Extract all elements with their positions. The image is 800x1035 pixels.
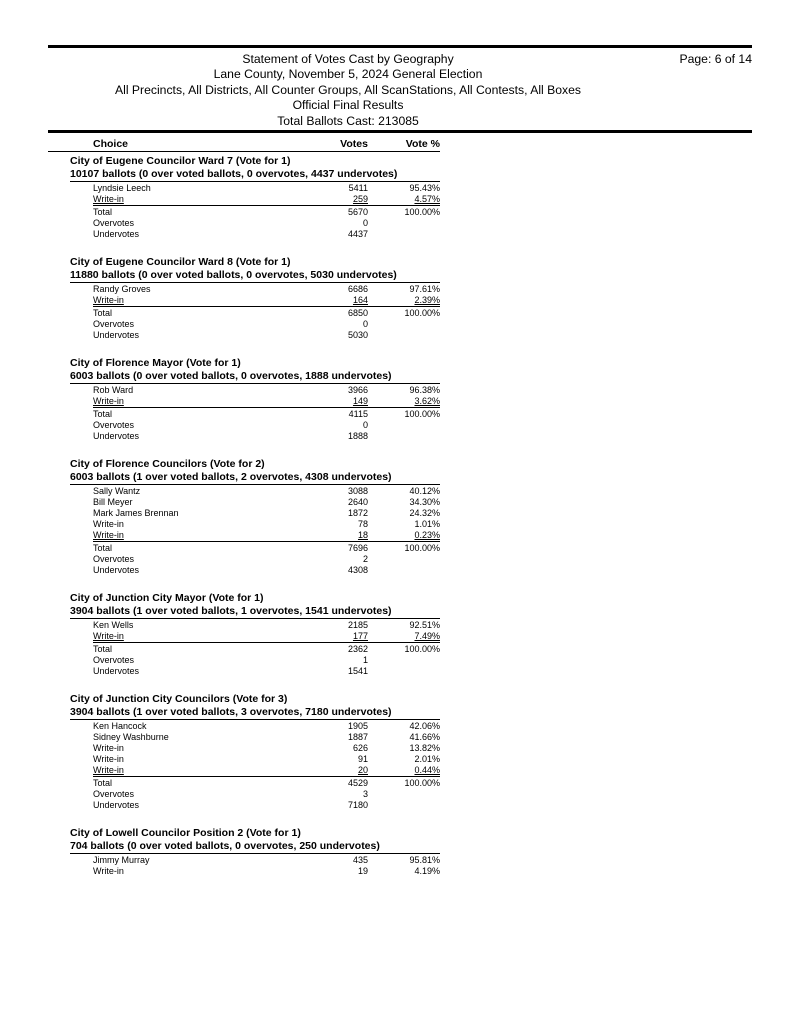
contest-spacer <box>70 576 450 589</box>
candidate-row-vote-percent: 13.82% <box>409 743 440 753</box>
total-ballots-cast: Total Ballots Cast: 213085 <box>277 113 419 128</box>
column-header-choice: Choice <box>93 138 129 150</box>
total-rule <box>93 306 440 307</box>
top-rule <box>48 45 752 48</box>
contest-title: City of Junction City Councilors (Vote for 3) <box>70 693 288 705</box>
contest-rows <box>70 485 450 576</box>
candidate-row-votes: 177 <box>352 631 368 641</box>
total-row-votes: 6850 <box>347 308 368 318</box>
candidate-row-name: Bill Meyer <box>93 497 133 507</box>
overvotes-row-votes: 3 <box>362 789 368 799</box>
overvotes-row <box>70 319 450 330</box>
total-row-votes: 4115 <box>348 409 368 419</box>
contest-ballot-summary: 704 ballots (0 over voted ballots, 0 overvotes, 250 undervotes) <box>70 840 440 854</box>
total-row-name: Total <box>93 409 113 419</box>
total-row-votes: 2362 <box>347 644 368 654</box>
candidate-row-votes: 3088 <box>347 486 368 496</box>
total-row <box>70 308 450 319</box>
overvotes-row <box>70 789 450 800</box>
candidate-row <box>70 194 450 205</box>
undervotes-row-name: Undervotes <box>93 431 140 441</box>
overvotes-row <box>70 554 450 565</box>
candidate-row <box>70 743 450 754</box>
total-row <box>70 409 450 420</box>
total-row <box>70 778 450 789</box>
candidate-row-vote-percent: 2.39% <box>414 295 440 305</box>
candidate-row-name: Lyndsie Leech <box>93 183 151 193</box>
total-row-name: Total <box>93 543 113 553</box>
candidate-row-vote-percent: 97.61% <box>409 284 440 294</box>
candidate-row-votes: 259 <box>352 194 368 204</box>
candidate-row-vote-percent: 95.81% <box>409 855 440 865</box>
contest-ballot-summary: 10107 ballots (0 over voted ballots, 0 overvotes, 4437 undervotes) <box>70 168 440 182</box>
candidate-row <box>70 530 450 541</box>
overvotes-row-name: Overvotes <box>93 655 135 665</box>
total-rule <box>93 776 440 777</box>
overvotes-row-name: Overvotes <box>93 789 135 799</box>
candidate-row-votes: 435 <box>352 855 368 865</box>
contest-title: City of Lowell Councilor Position 2 (Vote for 1) <box>70 827 301 839</box>
overvotes-row <box>70 420 450 431</box>
contest-title: City of Eugene Councilor Ward 7 (Vote for 1) <box>70 155 291 167</box>
overvotes-row-name: Overvotes <box>93 554 135 564</box>
total-row <box>70 543 450 554</box>
total-row-votes: 7696 <box>347 543 368 553</box>
candidate-row-name: Write-in <box>93 631 124 641</box>
candidate-row-votes: 18 <box>357 530 368 540</box>
candidate-row-votes: 626 <box>352 743 368 753</box>
undervotes-row <box>70 431 450 442</box>
contest-ballot-summary: 6003 ballots (1 over voted ballots, 2 overvotes, 4308 undervotes) <box>70 471 440 485</box>
total-row-vote-percent: 100.00% <box>404 207 440 217</box>
overvotes-row-votes: 1 <box>362 655 368 665</box>
candidate-row-votes: 1872 <box>347 508 368 518</box>
overvotes-row-name: Overvotes <box>93 319 135 329</box>
undervotes-row-name: Undervotes <box>93 565 140 575</box>
contest-ballot-summary: 3904 ballots (1 over voted ballots, 1 overvotes, 1541 undervotes) <box>70 605 440 619</box>
candidate-row-vote-percent: 41.66% <box>409 732 440 742</box>
candidate-row-vote-percent: 34.30% <box>409 497 440 507</box>
candidate-row <box>70 396 450 407</box>
candidate-row <box>70 519 450 530</box>
overvotes-row-votes: 0 <box>362 420 368 430</box>
candidate-row-name: Write-in <box>93 519 124 529</box>
candidate-row-name: Write-in <box>93 743 124 753</box>
candidate-row-vote-percent: 3.62% <box>414 396 440 406</box>
total-row <box>70 207 450 218</box>
contest-rows <box>70 182 450 240</box>
total-row-vote-percent: 100.00% <box>404 543 440 553</box>
undervotes-row <box>70 330 450 341</box>
candidate-row-votes: 149 <box>352 396 368 406</box>
candidate-row-vote-percent: 2.01% <box>414 754 440 764</box>
total-row-vote-percent: 100.00% <box>404 644 440 654</box>
contest-rows <box>70 283 450 341</box>
contest-rows <box>70 854 450 877</box>
undervotes-row-votes: 4437 <box>347 229 368 239</box>
candidate-row <box>70 855 450 866</box>
candidate-row-votes: 19 <box>357 866 368 876</box>
candidate-row-name: Jimmy Murray <box>93 855 150 865</box>
total-rule <box>93 407 440 408</box>
undervotes-row <box>70 666 450 677</box>
total-row <box>70 644 450 655</box>
report-title: Statement of Votes Cast by Geography <box>242 52 454 66</box>
candidate-row-name: Randy Groves <box>93 284 151 294</box>
contest-spacer <box>70 811 450 824</box>
contest-spacer <box>70 677 450 690</box>
contest-ballot-summary: 3904 ballots (1 over voted ballots, 3 overvotes, 7180 undervotes) <box>70 706 440 720</box>
total-row-vote-percent: 100.00% <box>404 778 440 788</box>
candidate-row-votes: 6686 <box>347 284 368 294</box>
total-rule <box>93 541 440 542</box>
total-rule <box>93 205 440 206</box>
candidate-row-vote-percent: 42.06% <box>409 721 440 731</box>
candidate-row-votes: 3966 <box>347 385 368 395</box>
candidate-row-vote-percent: 4.57% <box>414 194 440 204</box>
candidate-row-vote-percent: 96.38% <box>409 385 440 395</box>
total-row-votes: 4529 <box>347 778 368 788</box>
contest-rows <box>70 619 450 677</box>
total-row-votes: 5670 <box>347 207 368 217</box>
contest-title: City of Florence Mayor (Vote for 1) <box>70 357 241 369</box>
candidate-row-name: Write-in <box>93 194 124 204</box>
undervotes-row-name: Undervotes <box>93 800 140 810</box>
contest-spacer <box>70 341 450 354</box>
contest-title: City of Eugene Councilor Ward 8 (Vote for 1) <box>70 256 291 268</box>
total-row-name: Total <box>93 207 113 217</box>
candidate-row-vote-percent: 1.01% <box>414 519 440 529</box>
total-row-name: Total <box>93 644 113 654</box>
candidate-row <box>70 284 450 295</box>
candidate-row-vote-percent: 24.32% <box>409 508 440 518</box>
undervotes-row-votes: 1888 <box>347 431 368 441</box>
candidate-row <box>70 754 450 765</box>
candidate-row-votes: 1887 <box>347 732 368 742</box>
page-number: Page: 6 of 14 <box>679 52 752 66</box>
undervotes-row-name: Undervotes <box>93 229 140 239</box>
contest-block <box>70 591 450 690</box>
candidate-row-vote-percent: 0.44% <box>414 765 440 775</box>
candidate-row <box>70 631 450 642</box>
candidate-row-name: Write-in <box>93 866 124 876</box>
candidate-row-name: Sally Wantz <box>93 486 141 496</box>
candidate-row-votes: 5411 <box>348 183 368 193</box>
candidate-row-name: Mark James Brennan <box>93 508 179 518</box>
total-row-name: Total <box>93 778 113 788</box>
candidate-row <box>70 295 450 306</box>
candidate-row-name: Write-in <box>93 754 124 764</box>
undervotes-row-votes: 1541 <box>347 666 368 676</box>
overvotes-row <box>70 655 450 666</box>
candidate-row-vote-percent: 4.19% <box>414 866 440 876</box>
candidate-row <box>70 620 450 631</box>
contest-block <box>70 826 450 877</box>
contest-spacer <box>70 442 450 455</box>
total-row-vote-percent: 100.00% <box>404 308 440 318</box>
contest-list <box>70 152 450 877</box>
candidate-row-votes: 2640 <box>347 497 368 507</box>
candidate-row-name: Write-in <box>93 396 124 406</box>
candidate-row-vote-percent: 7.49% <box>414 631 440 641</box>
report-header <box>48 52 648 129</box>
candidate-row-votes: 2185 <box>347 620 368 630</box>
candidate-row-vote-percent: 92.51% <box>409 620 440 630</box>
candidate-row <box>70 486 450 497</box>
candidate-row-vote-percent: 40.12% <box>409 486 440 496</box>
candidate-row-name: Rob Ward <box>93 385 134 395</box>
contest-block <box>70 457 450 589</box>
candidate-row <box>70 721 450 732</box>
header-rule <box>48 130 752 133</box>
undervotes-row-votes: 5030 <box>347 330 368 340</box>
candidate-row-name: Write-in <box>93 765 124 775</box>
contest-block <box>70 154 450 253</box>
undervotes-row-votes: 4308 <box>347 565 368 575</box>
candidate-row-votes: 164 <box>352 295 368 305</box>
column-header-vote-percent: Vote % <box>405 138 440 150</box>
candidate-row-votes: 91 <box>357 754 368 764</box>
overvotes-row-name: Overvotes <box>93 420 135 430</box>
contest-ballot-summary: 6003 ballots (0 over voted ballots, 0 overvotes, 1888 undervotes) <box>70 370 440 384</box>
overvotes-row-name: Overvotes <box>93 218 135 228</box>
overvotes-row <box>70 218 450 229</box>
candidate-row <box>70 866 450 877</box>
contest-block <box>70 692 450 824</box>
candidate-row <box>70 732 450 743</box>
candidate-row-name: Write-in <box>93 530 124 540</box>
report-scope: All Precincts, All Districts, All Counter Groups, All ScanStations, All Contests, All Boxes <box>114 82 582 97</box>
overvotes-row-votes: 0 <box>362 319 368 329</box>
overvotes-row-votes: 2 <box>362 554 368 564</box>
total-rule <box>93 642 440 643</box>
contest-block <box>70 356 450 455</box>
undervotes-row-votes: 7180 <box>347 800 368 810</box>
total-row-name: Total <box>93 308 113 318</box>
candidate-row <box>70 497 450 508</box>
undervotes-row-name: Undervotes <box>93 666 140 676</box>
undervotes-row <box>70 229 450 240</box>
contest-ballot-summary: 11880 ballots (0 over voted ballots, 0 overvotes, 5030 undervotes) <box>70 269 440 283</box>
candidate-row-name: Ken Wells <box>93 620 134 630</box>
results-status: Official Final Results <box>292 98 404 113</box>
candidate-row-votes: 20 <box>357 765 368 775</box>
candidate-row <box>70 765 450 776</box>
candidate-row <box>70 508 450 519</box>
candidate-row-votes: 1905 <box>347 721 368 731</box>
undervotes-row <box>70 565 450 576</box>
contest-rows <box>70 384 450 442</box>
candidate-row-vote-percent: 95.43% <box>409 183 440 193</box>
candidate-row-vote-percent: 0.23% <box>414 530 440 540</box>
candidate-row-name: Ken Hancock <box>93 721 147 731</box>
contest-block <box>70 255 450 354</box>
undervotes-row <box>70 800 450 811</box>
candidate-row-name: Sidney Washburne <box>93 732 169 742</box>
election-name: Lane County, November 5, 2024 General Election <box>213 67 483 82</box>
column-header-votes: Votes <box>340 138 368 150</box>
contest-spacer <box>70 240 450 253</box>
candidate-row <box>70 183 450 194</box>
undervotes-row-name: Undervotes <box>93 330 140 340</box>
candidate-row <box>70 385 450 396</box>
candidate-row-votes: 78 <box>357 519 368 529</box>
contest-title: City of Florence Councilors (Vote for 2) <box>70 458 265 470</box>
total-row-vote-percent: 100.00% <box>404 409 440 419</box>
candidate-row-name: Write-in <box>93 295 124 305</box>
contest-title: City of Junction City Mayor (Vote for 1) <box>70 592 264 604</box>
overvotes-row-votes: 0 <box>362 218 368 228</box>
contest-rows <box>70 720 450 811</box>
